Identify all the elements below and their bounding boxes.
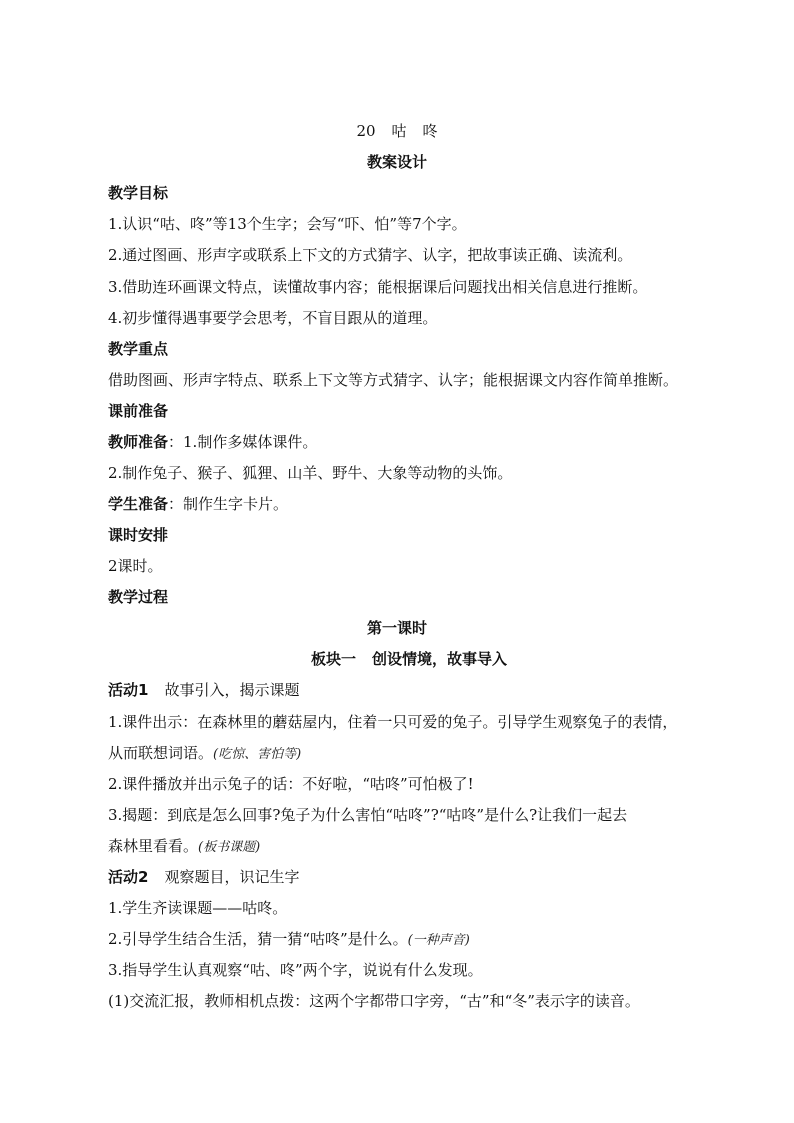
block-label: 板块一 (310, 650, 356, 668)
document-subtitle: 教案设计 (366, 153, 427, 171)
objective-4: 4.初步懂得遇事要学会思考，不盲目跟从的道理。 (108, 309, 438, 327)
objective-1: 1.认识“咕、咚”等13个生字；会写“吓、怕”等7个字。 (108, 215, 467, 233)
objective-2: 2.通过图画、形声字或联系上下文的方式猜字、认字，把故事读正确、读流利。 (108, 246, 633, 264)
activity-1-title: 故事引入，揭示课题 (164, 681, 300, 699)
section-heading-objectives: 教学目标 (108, 184, 169, 202)
activity-1-step-1-line-1: 1.课件出示：在森林里的蘑菇屋内，住着一只可爱的兔子。引导学生观察兔子的表情， (108, 713, 678, 731)
objective-3: 3.借助连环画课文特点，读懂故事内容；能根据课后问题找出相关信息进行推断。 (108, 278, 648, 296)
lesson-period-heading: 第一课时 (366, 619, 427, 637)
activity-2-label: 活动2 (108, 868, 149, 886)
activity-2-step-1: 1.学生齐读课题——咕咚。 (108, 899, 288, 917)
activity-1-step-3-line-1: 3.揭题：到底是怎么回事?兔子为什么害怕“咕咚”?“咕咚”是什么?让我们一起去 (108, 806, 628, 824)
teacher-preparation-label: 教师准备 (108, 433, 169, 451)
block-heading (12, 649, 794, 669)
activity-2-heading (108, 867, 708, 887)
teacher-preparation (108, 432, 708, 452)
block-title: 创设情境，故事导入 (372, 650, 508, 668)
activity-1-label: 活动1 (108, 681, 149, 699)
activity-2-step-2-text: 2.引导学生结合生活，猜一猜“咕咚”是什么。 (108, 930, 408, 948)
section-heading-process: 教学过程 (108, 588, 169, 606)
activity-2-step-3: 3.指导学生认真观察“咕、咚”两个字，说说有什么发现。 (108, 961, 483, 979)
activity-2-step-3-sub-1: (1)交流汇报，教师相机点拨：这两个字都带口字旁，“古”和“冬”表示字的读音。 (108, 992, 640, 1010)
activity-2-step-2-note: (一种声音) (407, 933, 470, 948)
activity-1-step-1-text: 从而联想词语。 (108, 744, 214, 762)
student-preparation-text: ：制作生字卡片。 (168, 495, 289, 513)
student-preparation-label: 学生准备 (108, 495, 169, 513)
activity-2-title: 观察题目，识记生字 (164, 868, 300, 886)
lesson-title-char-1: 咕 (391, 122, 407, 140)
section-heading-key-points: 教学重点 (108, 340, 169, 358)
activity-1-heading (108, 680, 708, 700)
activity-1-step-3-text: 森林里看看。 (108, 837, 199, 855)
key-points-text: 借助图画、形声字特点、联系上下文等方式猜字、认字；能根据课文内容作简单推断。 (108, 371, 679, 389)
teacher-preparation-text: ：1.制作多媒体课件。 (168, 433, 318, 451)
activity-1-step-2: 2.课件播放并出示兔子的话：不好啦，“咕咚”可怕极了! (108, 775, 474, 793)
schedule-text: 2课时。 (108, 557, 163, 575)
preparation-item-2: 2.制作兔子、猴子、狐狸、山羊、野牛、大象等动物的头饰。 (108, 464, 513, 482)
student-preparation (108, 494, 708, 514)
lesson-title-char-2: 咚 (422, 122, 438, 140)
lesson-number: 20 (356, 122, 376, 140)
activity-1-step-1-line-2 (108, 743, 708, 765)
section-heading-schedule: 课时安排 (108, 526, 169, 544)
activity-2-step-2 (108, 929, 708, 951)
activity-1-step-3-note: (板书课题) (198, 840, 261, 855)
activity-1-step-3-line-2 (108, 836, 708, 858)
activity-1-step-1-note: (吃惊、害怕等) (213, 747, 302, 762)
lesson-title (0, 121, 794, 141)
section-heading-preparation: 课前准备 (108, 402, 169, 420)
